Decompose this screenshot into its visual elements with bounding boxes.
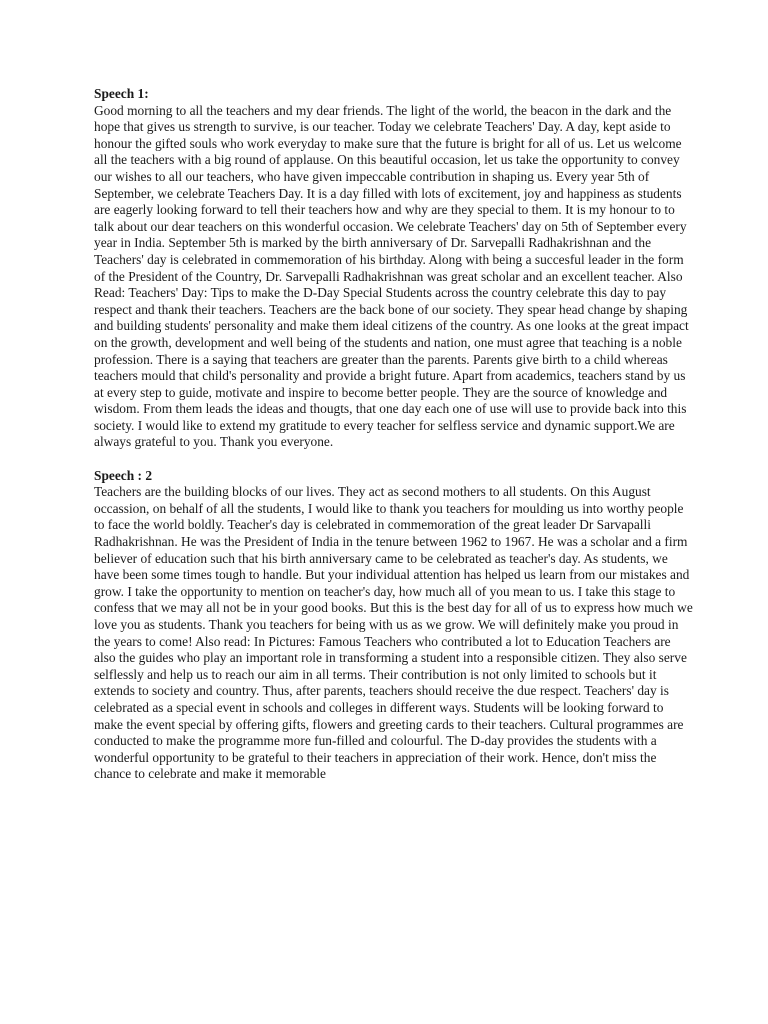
speech-1-section [94,86,694,451]
speech-2-heading: Speech : 2 [94,467,153,483]
speech-1-body: Good morning to all the teachers and my dear friends. The light of the world, the beacon in the dark and the hope that gives us strength to survive, is our teacher. Today we celebrate Teachers' Day. A day, kept aside to honour the gifted souls who work everyday to make sure that the future is bright for all of us. Let us welcome all the teachers with a big round of applause. On this beautiful occasion, let us take the opportunity to convey our wishes to all our teachers, who have given impeccable contribution in shaping us. Every year 5th of September, we celebrate Teachers Day. It is a day filled with lots of excitement, joy and happiness as students are eagerly looking forward to tell their teachers how and why are they special to them. It is my honour to to talk about our dear teachers on this wonderful occasion. We celebrate Teachers' day on 5th of September every year in India. September 5th is marked by the birth anniversary of Dr. Sarvepalli Radhakrishnan and the Teachers' day is celebrated in commemoration of his birthday. Along with being a succesful leader in the form of the President of the Country, Dr. Sarvepalli Radhakrishnan was great scholar and an excellent teacher. Also Read: Teachers' Day: Tips to make the D-Day Special Students across the country celebrate this day to pay respect and thank their teachers. Teachers are the back bone of our society. They spear head change by shaping and building students' personality and make them ideal citizens of the country. As one looks at the great impact on the growth, development and well being of the students and nation, one must agree that teaching is a noble profession. There is a saying that teachers are greater than the parents. Parents give birth to a child whereas teachers mould that child's personality and provide a bright future. Apart from academics, teachers stand by us at every step to guide, motivate and inspire to become better people. They are the source of knowledge and wisdom. From them leads the ideas and thougts, that one day each one of use will use to provide back into this society. I would like to extend my gratitude to every teacher for selfless service and dynamic support.We are always grateful to you. Thank you everyone. [94,102,689,450]
speech-2-section [94,468,694,783]
speech-1-heading: Speech 1: [94,86,149,101]
speech-2-body: Teachers are the building blocks of our lives. They act as second mothers to all students. On this August occassion, on behalf of all the students, I would like to thank you teachers for moulding us into worthy people to face the world boldly. Teacher's day is celebrated in commemoration of the great leader Dr Sarvapalli Radhakrishnan. He was the President of India in the tenure between 1962 to 1967. He was a scholar and a firm believer of education such that his birth anniversary came to be celebrated as teacher's day. As students, we have been some times tough to handle. But your individual attention has helped us learn from our mistakes and grow. I take the opportunity to mention on teacher's day, how much all of you mean to us. I take this stage to confess that we may all not be in your good books. But this is the best day for all of us to express how much we love you as students. Thank you teachers for being with us as we grow. We will definitely make you proud in the years to come! Also read: In Pictures: Famous Teachers who contributed a lot to Education Teachers are also the guides who play an important role in transforming a student into a responsible citizen. They also serve selflessly and help us to reach our aim in all terms. Their contribution is not only limited to schools but it extends to society and country. Thus, after parents, teachers should receive the due respect. Teachers' day is celebrated as a special event in schools and colleges in different ways. Students will be looking forward to make the event special by offering gifts, flowers and greeting cards to their teachers. Cultural programmes are conducted to make the programme more fun-filled and colourful. The D-day provides the students with a wonderful opportunity to be grateful to their teachers in appreciation of their work. Hence, don't miss the chance to celebrate and make it memorable [94,484,693,782]
section-divider-space [94,451,694,468]
document-page [94,86,694,783]
